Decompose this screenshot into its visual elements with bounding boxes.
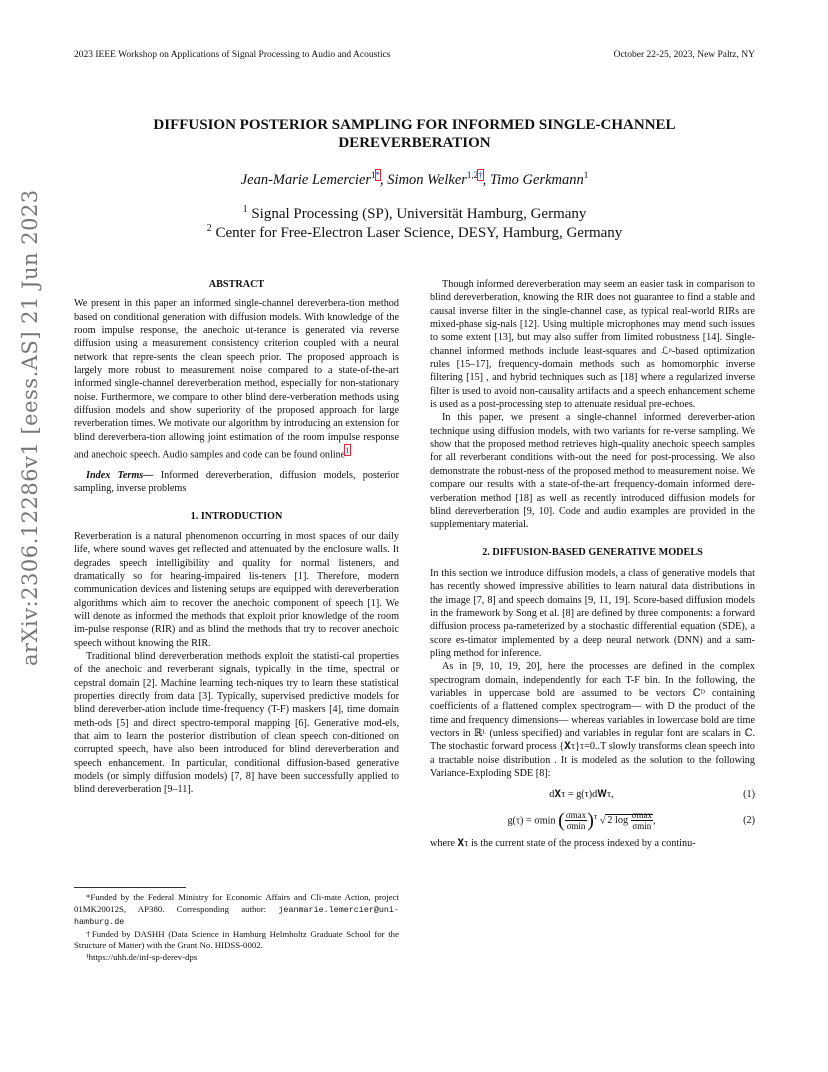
author-1-affil: 1: [371, 170, 376, 180]
equation-2-sqrt-denominator: σmin: [632, 821, 652, 832]
equation-2-lhs: g(τ) = σmin: [507, 815, 556, 827]
footnotes: [74, 892, 399, 963]
running-header-right: October 22-25, 2023, New Paltz, NY: [613, 50, 755, 60]
index-terms-label: Index Terms—: [86, 469, 154, 481]
equation-2-fraction: [565, 810, 587, 831]
footnote-funding-1: [74, 892, 399, 929]
abstract-text: We present in this paper an informed single-channel dereverbera-tion method based on conditional generation with diffusion models. With knowledge of the room impulse response, the anechoic ut-terance is generated via reverse diffusion using a measurement consistency criterion coupled with a neural network that repre-sents the clean speech prior. The proposed approach is largely more robust to measurement noise compared to a state-of-the-art informed single-channel dereverberation method, especially for non-stationary noise. Furthermore, we compare to other blind dere-verberation methods using diffusion models and show superiority of the proposed approach for large reverberation times. We motivate our algorithm by introducing an extension for blind dereverbera-tion allowing joint estimation of the room impulse response and anechoic speech. Audio samples and code can be found online: [74, 298, 399, 461]
author-1-footnote-link[interactable]: *: [375, 170, 381, 180]
author-3-affil: 1: [583, 170, 589, 180]
equation-2-sqrt-numerator: σmax: [631, 810, 652, 821]
author-2-affil: 1,2: [466, 170, 479, 180]
arxiv-stamp: [18, 189, 44, 666]
equation-2-sqrt-text: 2 log: [607, 815, 629, 827]
footnote-funding-1-text: *Funded by the Federal Ministry for Economic Affairs and Cli-mate Action, project 01MK20012S, AP380. Corresponding author:: [74, 892, 399, 914]
affiliation-2: [74, 223, 755, 242]
title-line-2: DEREVERBERATION: [338, 135, 491, 151]
right-column: [430, 278, 755, 851]
affiliation-1-number: 1: [242, 204, 248, 215]
right-paragraph-3: In this section we introduce diffusion models, a class of generative models that has recently showed impressive abilities to learn natural data distributions in the image [7, 8] and speech domains [9, 11, 19]. Score-based diffusion models in the framework by Song et al. [8] are defined by three components: a forward diffusion process pa-rameterized by a stochastic differential equation (SDE), a score es-timator implemented by a deep neural network (DNN) and a sam-pling method for inference.: [430, 567, 755, 659]
abstract-heading: ABSTRACT: [208, 279, 265, 290]
equation-2: [430, 810, 755, 832]
footnote-url[interactable]: ¹https://uhh.de/inf-sp-derev-dps: [86, 951, 198, 962]
author-2: Simon Welker: [387, 171, 467, 188]
equation-1-number: (1): [743, 789, 755, 801]
author-3: Timo Gerkmann: [489, 171, 584, 188]
equation-2-body: g(τ) = σmin ( $\frac{\sigma\max}{\sigma\min}$ )$^\tau$ √ 2 log $\frac{\sigma\max}{\sigma\min}$ ,: [507, 809, 656, 832]
right-paragraph-5: where 𝐗τ is the current state of the process indexed by a continu-: [430, 838, 696, 850]
equation-2-exponent: τ: [593, 810, 598, 821]
footnote-funding-2: †Funded by DASHH (Data Science in Hamburg Helmholtz Graduate School for the Structure of Matter) with the Grant No. HIDSS-0002.: [74, 928, 399, 950]
intro-paragraph-2: Traditional blind dereverberation methods exploit the statisti-cal properties of the anechoic and reverberant signals, typically in the time, spectral or cepstral domain [2]. Machine learning tech-niques try to learn these statistical properties directly from data [3]. Typically, supervised predictive models for blind dereverber-ation include time-frequency (T-F) maskers [4], time domain meth-ods [5] and direct spectro-temporal mapping [6]. Generative mod-els, that aim to learn the posterior distribution of clean speech con-ditioned on corrupted speech, have also been introduced for blind dereverberation and speech enhancement. In particular, conditional diffusion-based generative models (or simply diffusion models) [7, 8] have been successfully applied to blind dereverberation [9–11].: [74, 650, 399, 796]
author-1: Jean-Marie Lemercier: [240, 171, 372, 188]
affiliation-1: [74, 204, 755, 223]
paper-title: [74, 116, 755, 152]
arxiv-identifier: arXiv:2306.12286v1 [eess.AS] 21 Jun 2023: [18, 189, 42, 666]
affiliation-1-text: Signal Processing (SP), Universität Hamburg, Germany: [251, 206, 587, 222]
index-terms-text: Informed dereverberation, diffusion models, posterior sampling, inverse problems: [74, 469, 399, 495]
right-paragraph-1: Though informed dereverberation may seem an easier task in comparison to blind dereverberation, knowing the RIR does not guarantee to find a stable and causal inverse filter in the single-channel case, as typical real-world RIRs are mixed-phase sig-nals [12]. Using multiple microphones may mend such issues to some extent [13], but may also suffer from limited robustness [14]. Single-channel informed methods include least-squares and ℒᵖ-based optimization rules [15–17], frequency-domain methods such as homomorphic inverse filtering [15] , and hybrid techniques such as [18] where a regularized inverse filter is used to avoid non-causality artifacts and a speech enhancement scheme is used as a post-processing step to attenuate residual pre-echoes.: [430, 279, 755, 411]
affiliation-2-text: Center for Free-Electron Laser Science, DESY, Hamburg, Germany: [215, 225, 623, 241]
intro-heading: 1. INTRODUCTION: [190, 510, 283, 522]
section-2-heading: 2. DIFFUSION-BASED GENERATIVE MODELS: [482, 546, 703, 558]
author-list: Jean-Marie Lemercier$^{1*}$, Simon Welker$^{1,2\dagger}$, Timo Gerkmann$^1$: [240, 170, 589, 188]
title-line-1: DIFFUSION POSTERIOR SAMPLING FOR INFORMED SINGLE-CHANNEL: [153, 117, 676, 133]
equation-2-numerator: σmax: [565, 810, 587, 821]
intro-paragraph-1: Reverberation is a natural phenomenon occurring in most spaces of our daily life, where sound waves get reflected and attenuated by the enclosure walls. It degrades speech intelligibility and quality for normal listeners, and dramatically so for hearing-impaired lis-teners [1]. Therefore, modern communication devices and listening setups are equipped with dereverberation algorithms which aim to recover the anechoic component of speech [1]. We will denote as informed the methods that exploit prior knowledge of the room im-pulse response (RIR) and as blind the methods that try to recover anechoic speech without knowing the RIR.: [74, 530, 399, 649]
abstract-footnote-link[interactable]: 1: [345, 445, 350, 456]
equation-2-number: (2): [743, 814, 755, 826]
abstract-body: [74, 297, 399, 462]
right-paragraph-2: In this paper, we present a single-channel informed dereverber-ation technique using diffusion models, with two variants for re-verse sampling. We show that the proposed method retrieves high-quality anechoic speech samples for all reverberant conditions with-out the need for post-processing. We also demonstrate the robust-ness of the proposed method to measurement noise. We compare our results with a state-of-the-art frequency-domain informed dere-verberation method [18] as well as recently introduced diffusion models for blind dereverberation [9, 10]. Code and audio examples are provided in the supplementary material.: [430, 412, 755, 531]
equation-1: [430, 788, 755, 801]
equation-2-denominator: σmin: [566, 821, 586, 832]
corresponding-email[interactable]: jeanmarie.lemercier@uni-hamburg.de: [74, 904, 400, 927]
affiliation-2-number: 2: [206, 223, 212, 234]
left-column: [74, 278, 399, 797]
right-paragraph-4: As in [9, 10, 19, 20], here the processes are defined in the complex spectrogram domain, independently for each T-F bin. In the following, the variables in uppercase bold are assumed to be vectors ℂᴰ containing coefficients of a flattened complex spectrogram— with D the product of the time and frequency dimensions— whereas variables in lowercase bold are time vectors in ℝᴸ (unless specified) and variables in regular font are scalars in ℂ. The stochastic forward process {𝐗τ}τ=0..T slowly transforms clean speech into a tractable noise distribution . It is modeled as the solution to the following Variance-Exploding SDE [8]:: [430, 661, 755, 780]
footnote-rule: [74, 887, 186, 888]
author-2-footnote-link[interactable]: †: [478, 170, 483, 180]
equation-1-body: d𝐗τ = g(τ)d𝐖τ,: [549, 789, 614, 801]
running-header-left: 2023 IEEE Workshop on Applications of Signal Processing to Audio and Acoustics: [74, 50, 391, 60]
index-terms: [74, 469, 399, 496]
